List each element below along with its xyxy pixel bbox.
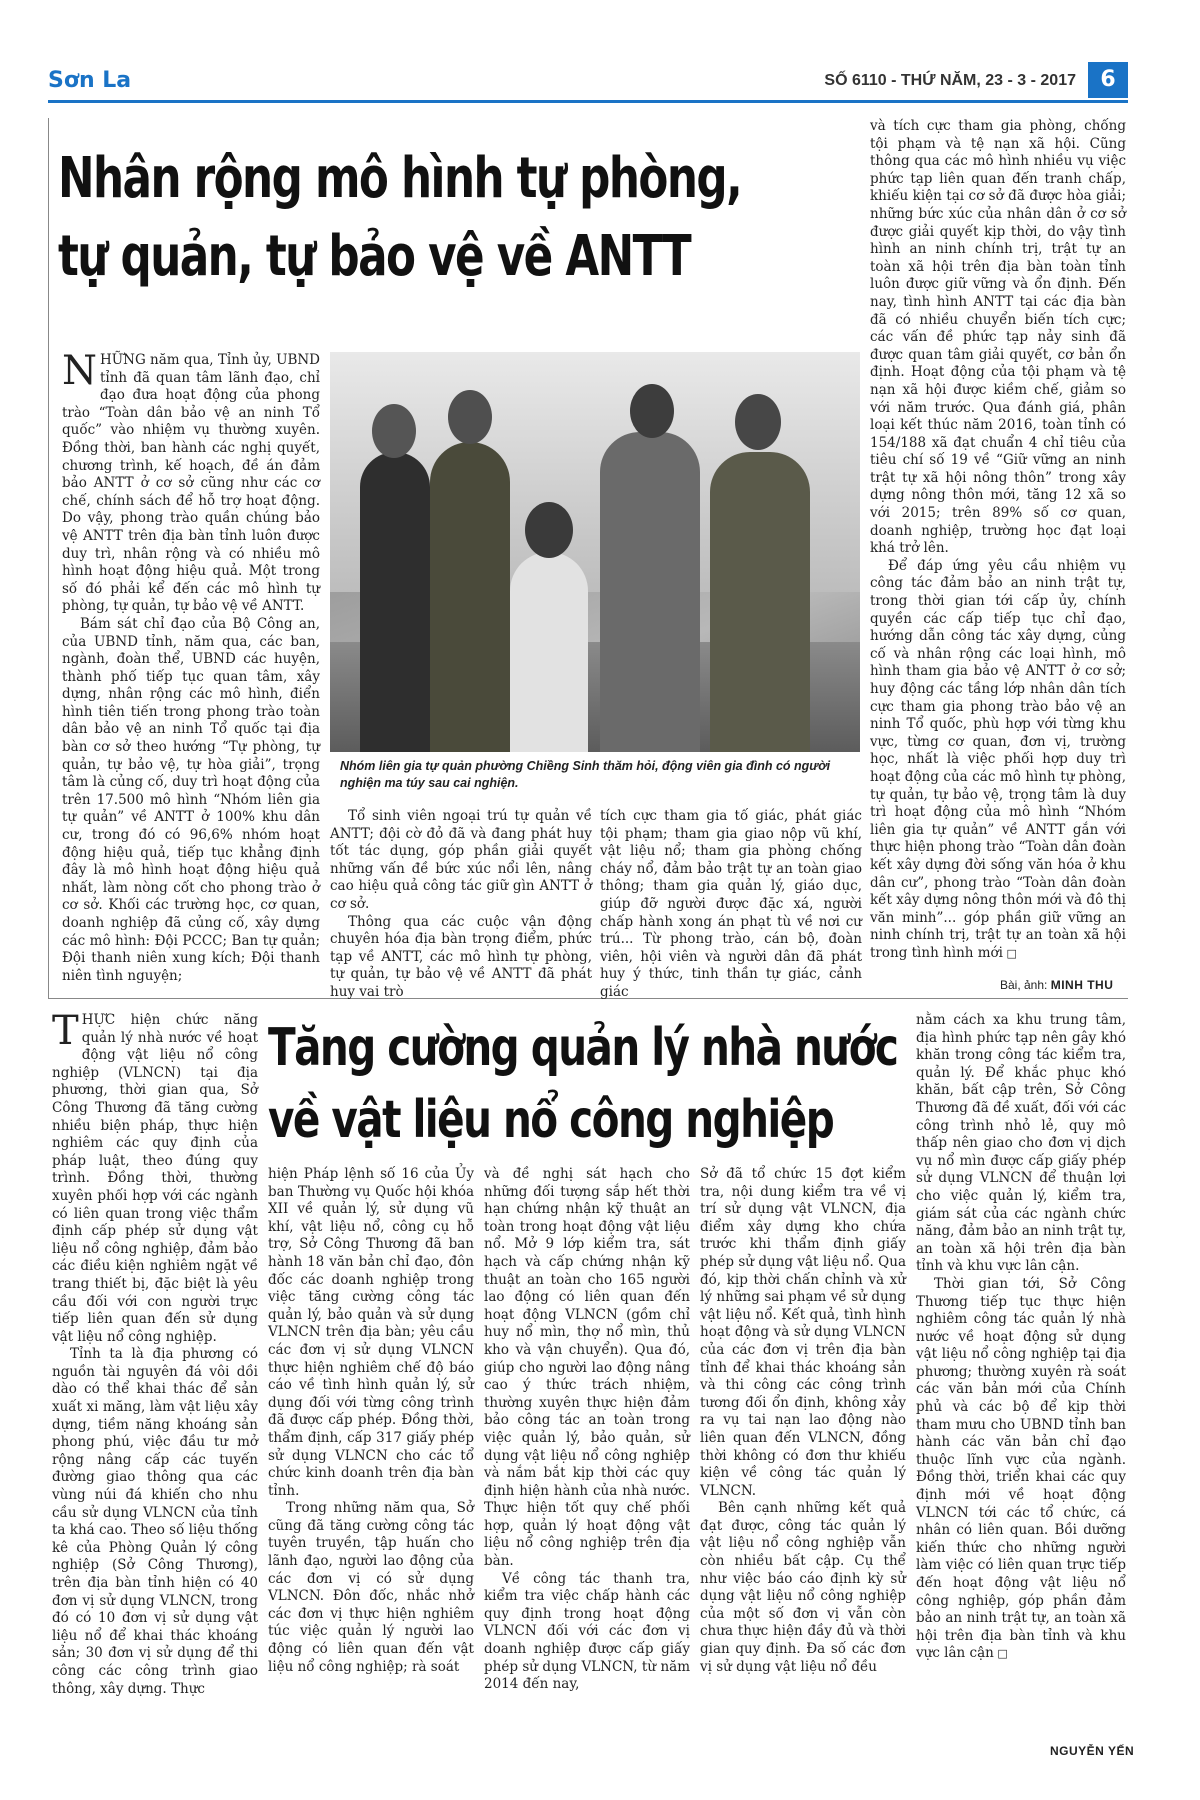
article1-column-3: [600, 808, 862, 1002]
photo-person-4: [710, 452, 810, 752]
article2-title: [268, 1012, 898, 1156]
photo-person-1: [360, 452, 430, 752]
article2-title-line2: về vật liệu nổ công nghiệp: [268, 1090, 834, 1150]
article2-column-4: [700, 1166, 906, 1676]
article1-col1-para2: Bám sát chỉ đạo của Bộ Công an, của UBND tỉnh, năm qua, các ban, ngành, đoàn thể, UBND các huyện, thành phố tiếp tục quan tâm, xây dựng, nhân rộng các mô hình, điển hình tiên tiến trong phong trào toàn dân bảo vệ an ninh Tổ quốc tại địa bàn cơ sở theo hướng “Tự phòng, tự quản, tự bảo vệ, tự hòa giải”, trọng tâm là củng cố, duy trì hoạt động của trên 17.500 mô hình “Nhóm liên gia tự quản” về ANTT ở 100% khu dân cư, trong đó có 96,6% nhóm hoạt động hiệu quả, tiếp tục khẳng định đây là mô hình hoạt động hiệu quả nhất, làm nòng cốt cho phong trào ở cơ sở. Khối các trường học, cơ quan, doanh nghiệp đã củng cố, xây dựng các mô hình: Đội PCCC; Ban tự quản; Đội thanh niên xung kích; Đội thanh niên tình nguyện;: [62, 615, 320, 984]
photo-person-3: [600, 432, 700, 752]
article2-column-1: [52, 1008, 258, 1698]
article1-title-line2: tự quản, tự bảo vệ về ANTT: [58, 224, 691, 289]
article1-column-2: [330, 808, 592, 1002]
article2-col2-para2: Trong những năm qua, Sở cũng đã tăng cường công tác tuyên truyền, tập huấn cho lãnh đạo, người lao động của các đơn vị có sử dụng VLNCN. Đôn đốc, nhắc nhở các đơn vị thực hiện nghiêm túc việc quản lý người lao động có liên quan đến vật liệu nổ công nghiệp; rà soát: [268, 1500, 474, 1675]
article2-column-2: [268, 1166, 474, 1676]
article2-col5-para2: Thời gian tới, Sở Công Thương tiếp tục thực hiện nghiêm công tác quản lý nhà nước về hoạt động sử dụng vật liệu nổ công nghiệp tại địa phương; thường xuyên rà soát các văn bản mới của Chính phủ và các bộ để kịp thời tham mưu cho UBND tỉnh ban hành các văn bản chỉ đạo thuộc lĩnh vực của ngành. Đồng thời, triển khai các quy định mới về hoạt động VLNCN tới các tổ chức, cá nhân có liên quan. Bồi dưỡng kiến thức cho những người làm việc có liên quan trực tiếp đến hoạt động vật liệu nổ công nghiệp, góp phần đảm bảo an ninh trật tự, an toàn xã hội trên địa bàn tỉnh và khu vực lân cận □: [916, 1276, 1126, 1663]
article1-column-4: [870, 118, 1126, 963]
article2-col5-para1: nằm cách xa khu trung tâm, địa hình phức tạp nên gây khó khăn trong công tác kiểm tra, quản lý. Để khắc phục khó khăn, bất cập trên, Sở Công Thương đã đề xuất, đối với các công trình nhỏ lẻ, quy mô thấp nên giao cho đơn vị dịch vụ nổ mìn được cấp giấy phép sử dụng VLNCN để thuận lợi cho việc quản lý, kiểm tra, giám sát của các ngành chức năng, đảm bảo an ninh trật tự, an toàn xã hội trên địa bàn tỉnh và khu vực lân cận.: [916, 1012, 1127, 1275]
article2-col3-para2: Về công tác thanh tra, kiểm tra việc chấp hành các quy định trong hoạt động VLNCN đối với các đơn vị doanh nghiệp được cấp giấy phép sử dụng VLNCN, từ năm 2014 đến nay,: [484, 1570, 690, 1693]
article2-author: NGUYỄN YẾN: [1050, 1744, 1135, 1758]
article2-col2-para1: hiện Pháp lệnh số 16 của Ủy ban Thường vụ Quốc hội khóa XII về quản lý, sử dụng vũ khí, vật liệu nổ, công cụ hỗ trợ, Sở Công Thương đã ban hành 18 văn bản chỉ đạo, đôn đốc các doanh nghiệp trong việc tăng cường công tác quản lý, bảo quản và sử dụng VLNCN trên địa bàn; yêu cầu các đơn vị sử dụng VLNCN thực hiện nghiêm chế độ báo cáo về tình hình quản lý, sử dụng đối với từng công trình đã được cấp phép. Đồng thời, thẩm định, cấp 317 giấy phép sử dụng VLNCN cho các tổ chức kinh doanh trên địa bàn tỉnh.: [268, 1166, 474, 1499]
article1-col2-para2: Thông qua các cuộc vận động chuyên hóa địa bàn trọng điểm, phức tạp về ANTT, các mô hình tự phòng, tự quản, tự bảo vệ về ANTT đã phát huy vai trò: [330, 913, 592, 1000]
article1-col3-para1: tích cực tham gia tố giác, phát giác tội phạm; tham gia giao nộp vũ khí, vật liệu nổ; tham gia phòng chống cháy nổ, đảm bảo trật tự an toàn giao thông; tham gia quản lý, giáo dục, giúp đỡ người được đặc xá, người chấp hành xong án phạt tù về nơi cư trú... Từ phong trào, cán bộ, đoàn viên, hội viên và người dân đã phát huy ý thức, tinh thần tự giác, cảnh giác: [600, 808, 862, 1000]
article2-column-3: [484, 1166, 690, 1694]
article2-column-5: [916, 1012, 1126, 1663]
article1-dropcap: N: [62, 348, 97, 394]
header-rule: [48, 100, 1128, 103]
section-name: Sơn La: [48, 68, 132, 93]
page-number: 6: [1088, 62, 1128, 98]
article1-column-1: [62, 348, 320, 985]
article1-author: MINH THU: [1050, 978, 1114, 992]
article1-photo-caption: Nhóm liên gia tự quản phường Chiềng Sinh thăm hỏi, động viên gia đình có người nghiện ma túy sau cai nghiện.: [340, 759, 831, 790]
article2-col4-para2: Bên cạnh những kết quả đạt được, công tác quản lý vật liệu nổ công nghiệp vẫn còn nhiều bất cập. Cụ thể như việc báo cáo định kỳ sử dụng vật liệu nổ công nghiệp của một số đơn vị vẫn còn chưa thực hiện đầy đủ và thời gian quy định. Đa số các đơn vị sử dụng vật liệu nổ đều: [700, 1500, 906, 1675]
article1-frame-left: [48, 118, 49, 998]
article1-title-line1: Nhân rộng mô hình tự phòng,: [58, 146, 742, 211]
article2-col4-para1: Sở đã tổ chức 15 đợt kiểm tra, nội dung kiểm tra về vị trí sử dụng vật VLNCN, địa điểm xây dựng kho chứa trước khi thẩm định giấy phép sử dụng vật liệu nổ. Qua đó, kịp thời chấn chỉnh và xử lý những sai phạm về sử dụng vật liệu nổ. Kết quả, tình hình hoạt động và sử dụng VLNCN của các đơn vị trên địa bàn tỉnh để khai thác khoáng sản và thi công các công trình tương đối ổn định, không xảy ra vụ tai nạn lao động nào liên quan đến VLNCN, đồng thời không có đơn thư khiếu kiện về công tác quản lý VLNCN.: [700, 1166, 906, 1499]
issue-info: SỐ 6110 - THỨ NĂM, 23 - 3 - 2017: [824, 72, 1076, 89]
article2-byline: [1050, 1744, 1134, 1758]
article1-col4-para2: Để đáp ứng yêu cầu nhiệm vụ công tác đảm bảo an ninh trật tự, trong thời gian tới cấp ủy, chính quyền các cấp tiếp tục chỉ đạo, hướng dẫn công tác xây dựng, củng cố và nhân rộng các loại hình, mô hình tham gia bảo vệ ANTT ở cơ sở; huy động các tầng lớp nhân dân tích cực tham gia phong trào bảo vệ an ninh Tổ quốc, phù hợp với từng khu vực, từng cơ quan, đơn vị, trường học, nhất là việc phối hợp duy trì hoạt động của các mô hình tự phòng, tự quản, tự bảo vệ, trọng tâm là duy trì hoạt động của mô hình “Nhóm liên gia tự quản” về ANTT gắn với thực hiện phong trào “Toàn dân đoàn kết xây dựng đời sống văn hóa ở khu dân cư”, phong trào “Toàn dân đoàn kết xây dựng nông thôn mới và đô thị văn minh”... góp phần giữ vững an ninh chính trị, trật tự an toàn xã hội trong tình hình mới □: [870, 558, 1126, 963]
article2-title-line1: Tăng cường quản lý nhà nước: [268, 1018, 898, 1078]
photo-person-2: [430, 442, 510, 752]
article2-col3-para1: và đề nghị sát hạch cho những đối tượng sắp hết thời hạn chứng nhận kỹ thuật an toàn trong hoạt động vật liệu nổ. Mở 9 lớp kiểm tra, sát hạch và cấp chứng nhận kỹ thuật an toàn cho 165 người lao động có liên quan đến hoạt động VLNCN (gồm chỉ huy nổ mìn, thợ nổ mìn, thủ kho và vận chuyển). Qua đó, giúp cho người lao động nâng cao ý thức trách nhiệm, thường xuyên thực hiện đảm bảo công tác an toàn trong việc quản lý, bảo quản, sử dụng vật liệu nổ công nghiệp và nắm bắt kịp thời các quy định hiện hành của nhà nước. Thực hiện tốt quy chế phối hợp, quản lý hoạt động vật liệu nổ công nghiệp trên địa bàn.: [484, 1166, 690, 1570]
article2-dropcap: T: [52, 1008, 79, 1054]
article2-col1-para1: THỰC hiện chức năng quản lý nhà nước về hoạt động vật liệu nổ công nghiệp (VLNCN) tại địa phương, thời gian qua, Sở Công Thương đã tăng cường nhiều biện pháp, thực hiện nghiêm các quy định của pháp luật, theo đúng quy trình. Đồng thời, thường xuyên phối hợp với các ngành có liên quan trong việc thẩm định cấp phép sử dụng vật liệu nổ công nghiệp, đảm bảo các điều kiện nghiêm ngặt về trang thiết bị, đặc biệt là yêu cầu đối với con người trực tiếp liên quan đến sử dụng vật liệu nổ công nghiệp.: [52, 1008, 258, 1345]
article1-col4-para1: và tích cực tham gia phòng, chống tội phạm và tệ nạn xã hội. Cũng thông qua các mô hình nhiều vụ việc phức tạp liên quan đến tranh chấp, khiếu kiện tại cơ sở đã được hòa giải; những bức xúc của nhân dân ở cơ sở được giải quyết kịp thời, do vậy tình hình an ninh chính trị, trật tự an toàn xã hội trên địa bàn toàn tỉnh luôn được giữ vững và ổn định. Đến nay, tình hình ANTT tại các địa bàn đã có nhiều chuyển biến tích cực; các vấn đề phức tạp nảy sinh đã được quan tâm giải quyết, cơ bản ổn định. Hoạt động của tội phạm và tệ nạn xã hội được kiềm chế, giảm so với năm trước. Qua đánh giá, phân loại kết thúc năm 2016, toàn tỉnh có 154/188 xã đạt chuẩn 4 chỉ tiêu của tiêu chí số 19 về “Giữ vững an ninh trật tự xã hội nông thôn” trong xây dựng nông thôn mới, tăng 12 xã so với 2015; trên 89% số cơ quan, doanh nghiệp, trường học đạt loại khá trở lên.: [870, 118, 1126, 557]
article2-col1-para2: Tỉnh ta là địa phương có nguồn tài nguyên đá vôi dồi dào có thể khai thác để sản xuất xi măng, làm vật liệu xây dựng, tiềm năng khoáng sản phong phú, việc đầu tư mở rộng nâng cấp các tuyến đường giao thông qua các vùng núi đá khiến cho nhu cầu sử dụng VLNCN của tỉnh ta khá cao. Theo số liệu thống kê của Phòng Quản lý công nghiệp (Sở Công Thương), trên địa bàn tỉnh hiện có 40 đơn vị sử dụng VLNCN, trong đó có 10 đơn vị sử dụng vật liệu nổ để khai thác khoáng sản; 30 đơn vị sử dụng để thi công các công trình giao thông, xây dựng. Thực: [52, 1346, 258, 1697]
article1-photo: [330, 352, 860, 752]
page-header: [48, 62, 1128, 102]
article1-title: [58, 140, 742, 296]
article1-byline: Bài, ảnh: MINH THU: [1000, 978, 1114, 992]
article1-col1-para1: NHỮNG năm qua, Tỉnh ủy, UBND tỉnh đã quan tâm lãnh đạo, chỉ đạo đưa hoạt động của phong trào “Toàn dân bảo vệ an ninh Tổ quốc” vào nhiệm vụ thường xuyên. Đồng thời, ban hành các nghị quyết, chương trình, kế hoạch, đề án đảm bảo ANTT ở cơ sở cũng như các cơ chế, chính sách để hỗ trợ hoạt động. Do vậy, phong trào quần chúng bảo vệ ANTT trên địa bàn tỉnh luôn được duy trì, nhân rộng và có nhiều mô hình hoạt động hiệu quả. Một trong số đó phải kể đến các mô hình tự phòng, tự quản, tự bảo vệ về ANTT.: [62, 348, 320, 615]
photo-person-child: [510, 552, 588, 752]
article1-col2-para1: Tổ sinh viên ngoại trú tự quản về ANTT; đội cờ đỏ đã và đang phát huy tốt tác dụng, góp phần giải quyết những vấn đề bức xúc nổi lên, nâng cao hiệu quả công tác giữ gìn ANTT ở cơ sở.: [330, 808, 592, 912]
